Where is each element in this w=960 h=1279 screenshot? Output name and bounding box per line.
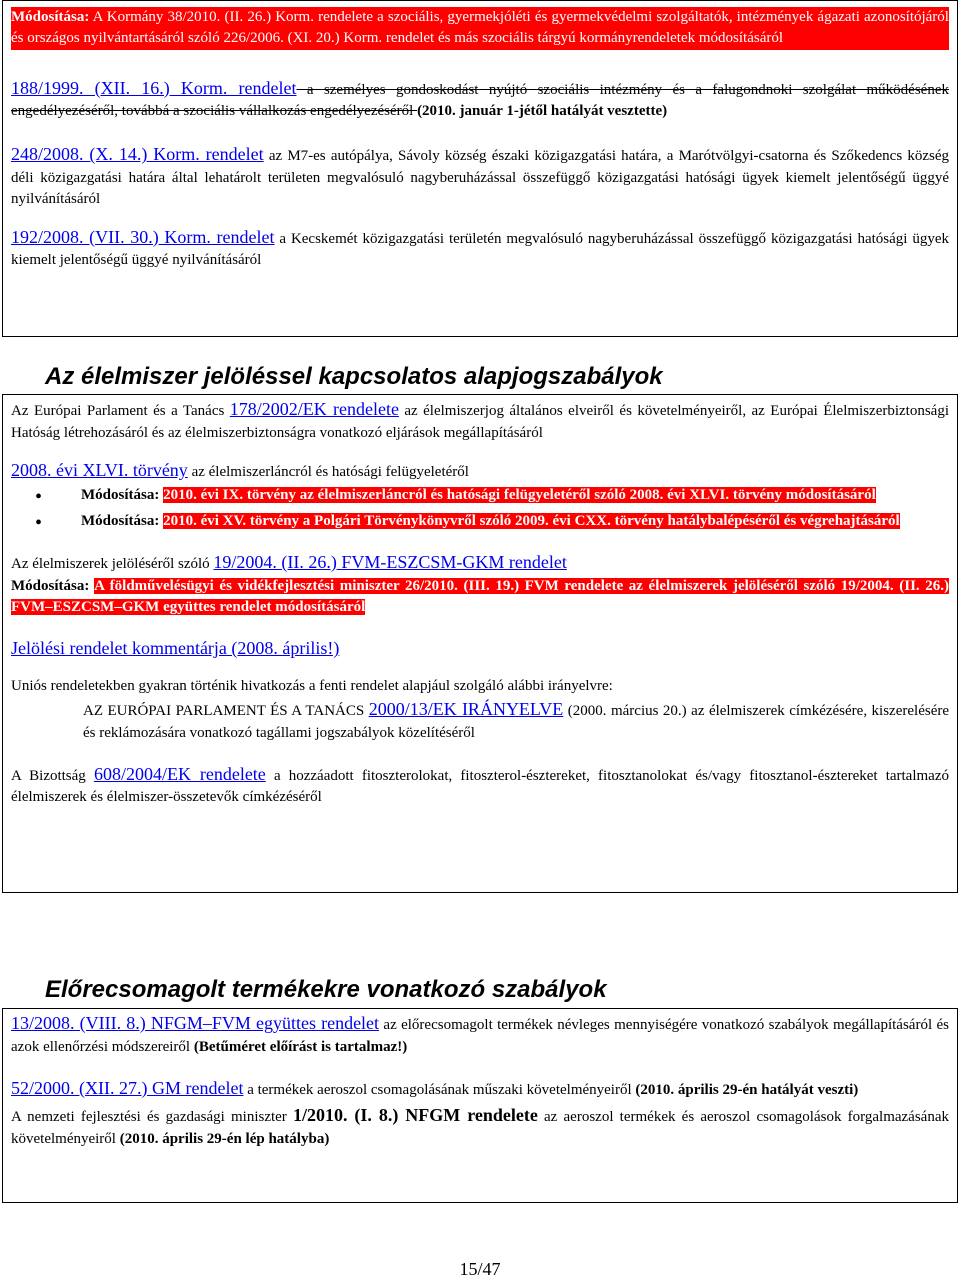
regulation-13-2008 [11,1011,949,1058]
regulation-1-2010-text: az aeroszol termékek és aeroszol csomagolások forgalmazásának követelményeiről [11,1109,949,1147]
regulation-188-1999-link[interactable]: 188/1999. (XII. 16.) Korm. rendelet [11,77,297,98]
regulation-13-2008-note: (Betűméret előírást is tartalmaz!) [193,1038,408,1055]
regulation-608-2004-text: a hozzáadott fitoszterolokat, fitoszterol-észtereket, fitosztanolokat és/vagy fitosztanol-észtereket tartalmazó élelmiszerek és élelmiszer-összetevők címkézéséről [11,767,949,806]
section-heading-prepackaged: Előrecsomagolt termékekre vonatkozó szabályok [45,976,607,1003]
regulation-1-2010-status: (2010. április 29-én lép hatályba) [119,1130,330,1147]
regulation-13-2008-text: az előrecsomagolt termékek névleges mennyiségére vonatkozó szabályok megállapításáról és azok ellenőrzési módszereiről [11,1017,949,1055]
directive-intro: Uniós rendeletekben gyakran történik hivatkozás a fenti rendelet alapjául szolgáló alábbi irányelvre: [11,677,613,694]
regulation-188-1999 [11,76,949,123]
regulation-19-2004-link[interactable]: 19/2004. (II. 26.) FVM-ESZCSM-GKM rendelet [213,551,567,572]
regulation-248-2008-text: az M7-es autópálya, Sávoly község északi közigazgatási határa, a Marótvölgyi-csatorna és Szőkedencs község déli közigazgatási határa által lehatárolt területen megvalósuló nagyberuházással összefüggő közigazgatási hatósági ügyek kiemelt jelentőségű üggyé nyilvánításáról [11,148,950,208]
law-2008-xlvi-link[interactable]: 2008. évi XLVI. törvény [11,459,188,480]
regulation-608-2004 [11,762,949,809]
regulation-192-2008-text: a Kecskemét közigazgatási területén megvalósuló nagyberuházással összefüggő közigazgatási hatósági ügyek kiemelt jelentőségű üggyé nyilvánításáról [11,230,949,269]
regulation-1-2010-intro: A nemzeti fejlesztési és gazdasági miniszter [11,1109,293,1126]
regulation-178-2002-link[interactable]: 178/2002/EK rendelete [229,399,399,419]
regulation-248-2008-link[interactable]: 248/2008. (X. 14.) Korm. rendelet [11,144,264,165]
amendment-list [11,485,949,532]
regulation-52-2000-status: (2010. április 29-én hatályát veszti) [635,1081,859,1098]
regulation-608-2004-link[interactable]: 608/2004/EK rendelete [93,763,266,784]
modification-note [11,7,949,50]
regulation-608-2004-intro: A Bizottság [11,767,94,784]
prepackaged-box [2,1008,958,1203]
law-2008-xlvi-text: az élelmiszerláncról és hatósági felügyeletéről [187,463,469,480]
page-number: 15/47 [459,1259,501,1279]
amendment-label: Módosítása: [81,487,164,504]
commentary-link[interactable]: Jelölési rendelet kommentárja (2008. április!) [11,638,340,659]
commentary [11,636,949,662]
directive-2000-13-intro: AZ EURÓPAI PARLAMENT ÉS A TANÁCS [83,702,369,719]
amendment-text: A földművelésügyi és vidékfejlesztési miniszter 26/2010. (III. 19.) FVM rendelete az élelmiszerek jelöléséről szóló 19/2004. (II. 26.) FVM–ESZCSM–GKM együttes rendelet módosításáról [11,577,949,615]
regulation-52-2000-link[interactable]: 52/2000. (XII. 27.) GM rendelet [11,1077,244,1098]
amendment-text: 2010. évi XV. törvény a Polgári Törvénykönyvről szóló 2009. évi CXX. törvény hatálybalépéséről és végrehajtásáról [163,512,900,529]
regulation-178-2002-text: az élelmiszerjog általános elveiről és követelményeiről, az Európai Élelmiszerbiztonsági Hatóság létrehozásáról és az élelmiszerbiztonságra vonatkozó eljárások megállapításáról [11,403,950,441]
food-labelling-box [2,394,958,893]
law-2008-xlvi [11,458,949,484]
regulation-19-2004-amendment [11,576,949,619]
modification-label: Módosítása: [11,9,90,25]
directive-2000-13 [11,697,949,744]
regulation-1-2010-title: 1/2010. (I. 8.) NFGM rendelete [293,1105,538,1126]
regulation-13-2008-link[interactable]: 13/2008. (VIII. 8.) NFGM–FVM együttes rendelet [11,1013,380,1033]
social-regulations-box [2,0,958,337]
directive-2000-13-text: (2000. március 20.) az élelmiszerek címkézésére, kiszerelésére és reklámozására vonatkozó tagállami jogszabályok közelítéséről [83,702,949,741]
regulation-1-2010 [11,1103,949,1150]
regulation-248-2008 [11,142,949,210]
regulation-178-2002 [11,397,949,444]
regulation-52-2000-text: a termékek aeroszol csomagolásának műszaki követelményeiről [243,1081,636,1098]
amendment-label: Módosítása: [11,577,95,594]
regulation-192-2008 [11,225,949,272]
regulation-188-1999-status: (2010. január 1-jétől hatályát vesztette) [417,103,668,120]
regulation-19-2004-intro: Az élelmiszerek jelöléséről szóló [11,555,214,572]
section-heading-food-labelling: Az élelmiszer jelöléssel kapcsolatos alapjogszabályok [45,363,663,390]
modification-text: A Kormány 38/2010. (II. 26.) Korm. rendelete a szociális, gyermekjóléti és gyermekvédelmi szolgáltatók, intézmények ágazati azonosítójáról és országos nyilvántartásáról szóló 226/2006. (XI. 20.) Korm. rendelet és más szociális tárgyú kormányrendeletek módosításáról [11,9,949,47]
amendment-text: 2010. évi IX. törvény az élelmiszerláncról és hatósági felügyeletéről szóló 2008. évi XLVI. törvény módosításáról [163,487,876,504]
directive-2000-13-link[interactable]: 2000/13/EK IRÁNYELVE [368,698,564,719]
regulation-178-2002-intro: Az Európai Parlament és a Tanács [11,403,230,419]
amendment-item [11,511,949,532]
regulation-192-2008-link[interactable]: 192/2008. (VII. 30.) Korm. rendelet [11,226,275,247]
regulation-52-2000 [11,1076,949,1102]
regulation-188-1999-text: a személyes gondoskodást nyújtó szociális intézmény és a falugondnoki szolgálat működésének engedélyezéséről, továbbá a szociális vállalkozás engedélyezéséről [11,81,949,120]
amendment-item [11,485,949,506]
amendment-label: Módosítása: [81,512,164,529]
regulation-19-2004 [11,550,949,576]
